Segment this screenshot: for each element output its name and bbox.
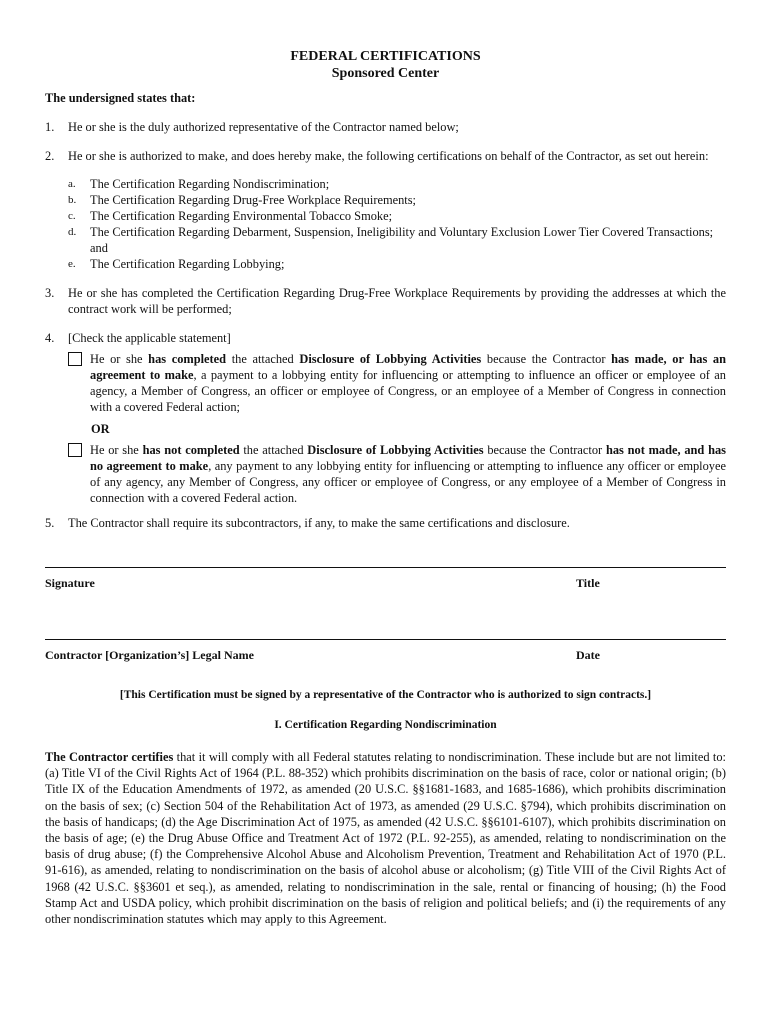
item-4 — [45, 330, 726, 346]
list-item — [68, 256, 726, 272]
option-text: He or she has completed the attached Disclosure of Lobbying Activities because the Contractor has made, or has an agreement to make, a payment to a lobbying entity for influencing or attempting to influence an officer or employee of an agency, a Member of Congress, an officer or employee of Congress, or an employee of a Member of Congress in connection with a covered Federal action; — [90, 352, 726, 414]
item-2 — [45, 148, 726, 164]
item-3 — [45, 285, 726, 317]
has-completed-checkbox[interactable] — [68, 352, 82, 366]
item-text: He or she is the duly authorized representative of the Contractor named below; — [68, 120, 459, 134]
signature-labels — [45, 575, 726, 591]
item-text: The Contractor shall require its subcontractors, if any, to make the same certifications and disclosure. — [68, 516, 570, 530]
item-text: [Check the applicable statement] — [68, 331, 231, 345]
list-text: The Certification Regarding Lobbying; — [90, 257, 285, 271]
document-subtitle: Sponsored Center — [331, 66, 440, 81]
signature-line[interactable] — [45, 567, 726, 568]
option-text: He or she has not completed the attached Disclosure of Lobbying Activities because the Contractor has not made, and has no agreement to make, any payment to any lobbying entity for influencing or attempting to influence any officer or employee of any agency, any Member of Congress, any officer or employee of Congress, or any employee of a Member of Congress in connection with a covered Federal action. — [90, 443, 726, 505]
list-item — [68, 176, 726, 192]
list-text: The Certification Regarding Environmental Tobacco Smoke; — [90, 209, 393, 223]
list-letter: c. — [68, 210, 76, 222]
list-item — [68, 192, 726, 208]
item-number: 4. — [45, 331, 55, 345]
date-label: Date — [576, 648, 600, 662]
signature-block — [45, 567, 726, 663]
list-text: The Certification Regarding Debarment, Suspension, Ineligibility and Voluntary Exclusion Lower Tier Covered Transactions; and — [90, 225, 714, 255]
list-letter: d. — [68, 226, 77, 238]
item-number: 2. — [45, 149, 55, 163]
list-letter: a. — [68, 178, 76, 190]
list-item — [68, 208, 726, 224]
list-text: The Certification Regarding Drug-Free Workplace Requirements; — [90, 193, 416, 207]
legal-name-line[interactable] — [45, 639, 726, 640]
section-heading: I. Certification Regarding Nondiscrimination — [274, 719, 497, 731]
item-5 — [45, 515, 726, 531]
document-title: FEDERAL CERTIFICATIONS — [290, 49, 481, 64]
or-separator: OR — [91, 422, 110, 436]
signing-notice: [This Certification must be signed by a representative of the Contractor who is authorized to sign contracts.] — [119, 689, 652, 701]
intro-statement: The undersigned states that: — [45, 91, 196, 105]
legal-name-labels — [45, 647, 726, 663]
list-letter: e. — [68, 258, 76, 270]
paragraph-lead: The Contractor certifies — [45, 750, 174, 764]
item-1 — [45, 119, 726, 135]
lobbying-option-completed — [68, 351, 726, 415]
item-text: He or she is authorized to make, and does hereby make, the following certifications on behalf of the Contractor, as set out herein: — [68, 149, 709, 163]
list-text: The Certification Regarding Nondiscrimination; — [90, 177, 330, 191]
has-not-completed-checkbox[interactable] — [68, 443, 82, 457]
item-number: 3. — [45, 286, 55, 300]
nondiscrimination-paragraph — [45, 749, 726, 927]
list-letter: b. — [68, 194, 77, 206]
lobbying-option-not-completed — [68, 442, 726, 506]
signature-label: Signature — [45, 576, 95, 590]
item-number: 5. — [45, 516, 55, 530]
certification-list — [68, 176, 726, 272]
list-item — [68, 224, 726, 256]
paragraph-body: that it will comply with all Federal statutes relating to nondiscrimination. These include but are not limited to: (a) Title VI of the Civil Rights Act of 1964 (P.L. 88-352) which prohibits discrimination on the basis of race, color or national origin; (b) Title IX of the Education Amendments of 1972, as amended (20 U.S.C. §§1681-1683, and 1685-1686), which prohibits discrimination on the basis of sex; (c) Section 504 of the Rehabilitation Act of 1973, as amended (29 U.S.C. §794), which prohibits discrimination on the basis of handicaps; (d) the Age Discrimination Act of 1975, as amended (42 U.S.C. §§6101-6107), which prohibits discrimination on the basis of age; (e) the Drug Abuse Office and Treatment Act of 1972 (P.L. 92-255), as amended, relating to nondiscrimination on the basis of drug abuse; (f) the Comprehensive Alcohol Abuse and Alcoholism Prevention, Treatment and Rehabilitation Act of 1970 (P.L. 91-616), as amended, relating to nondiscrimination on the basis of alcohol abuse or alcoholism; (g) Title VIII of the Civil Rights Act of 1968 (42 U.S.C. §§3601 et seq.), as amended, relating to nondiscrimination in the sale, rental or financing of housing; (h) the Food Stamp Act and USDA policy, which prohibit discrimination on the basis of religion and political beliefs; and (i) the requirements of any other nondiscrimination statutes which may apply to this Agreement. — [45, 750, 726, 927]
title-label: Title — [576, 576, 600, 590]
item-text: He or she has completed the Certification Regarding Drug-Free Workplace Requirements by providing the addresses at which the contract work will be performed; — [68, 286, 726, 316]
item-number: 1. — [45, 120, 55, 134]
legal-name-label: Contractor [Organization’s] Legal Name — [45, 648, 254, 662]
